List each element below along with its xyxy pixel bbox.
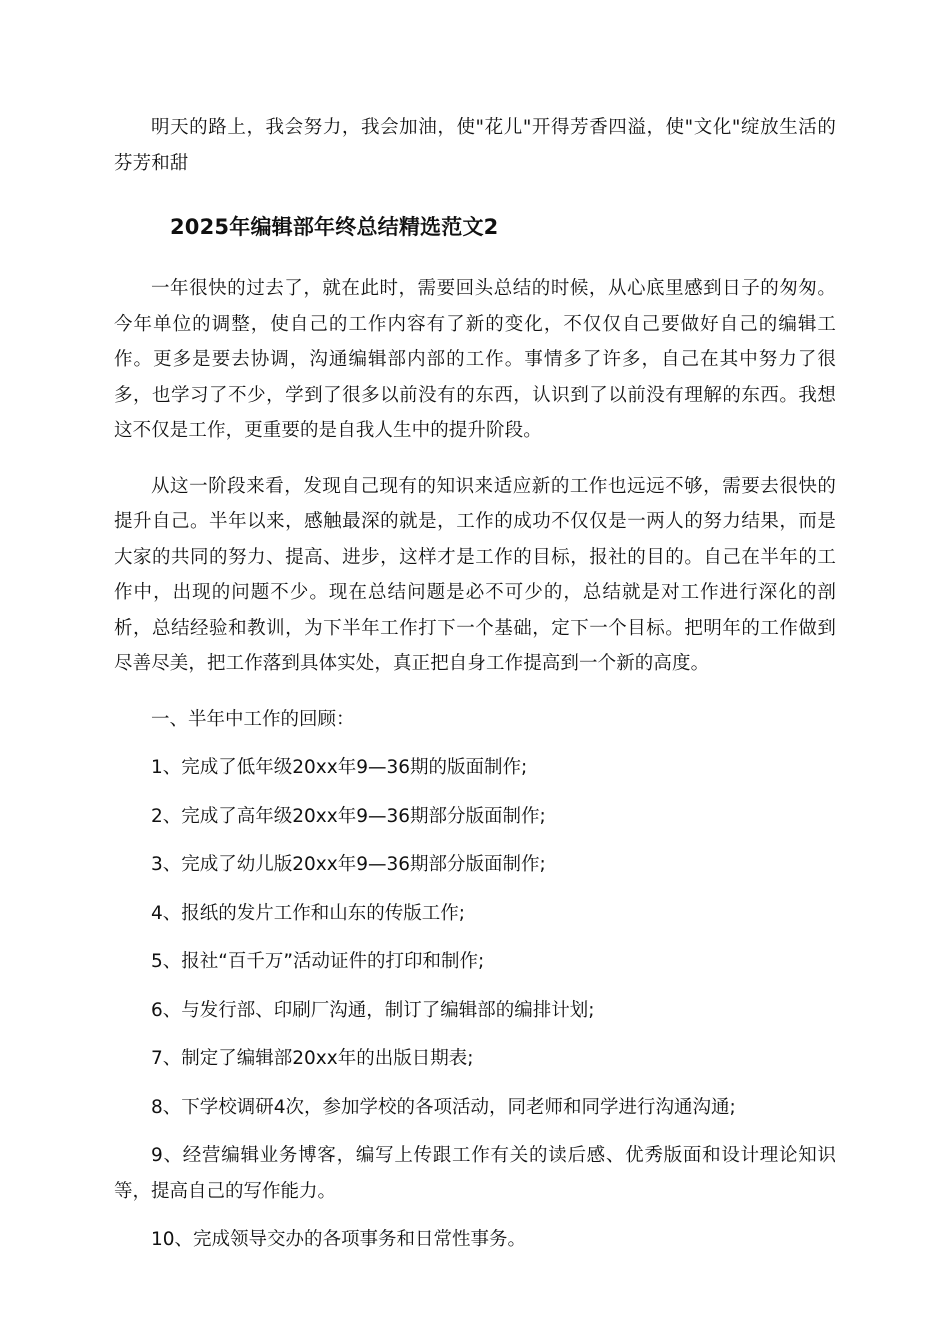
body-paragraph-2: 从这一阶段来看，发现自己现有的知识来适应新的工作也远远不够，需要去很快的提升自己。半年以来，感触最深的就是，工作的成功不仅仅是一两人的努力结果，而是大家的共同的努力、提高、进步，这样才是工作的目标，报社的目的。自己在半年的工作中，出现的问题不少。现在总结问题是必不可少的，总结就是对工作进行深化的剖析，总结经验和教训，为下半年工作打下一个基础，定下一个目标。把明年的工作做到尽善尽美，把工作落到具体实处，真正把自身工作提高到一个新的高度。 xyxy=(114,475,836,674)
list-item: 5、报社“百千万”活动证件的打印和制作; xyxy=(151,951,485,972)
list-item: 10、完成领导交办的各项事务和日常性事务。 xyxy=(151,1229,527,1250)
list-item: 4、报纸的发片工作和山东的传版工作; xyxy=(151,902,466,924)
list-item: 7、制定了编辑部20xx年的出版日期表; xyxy=(151,1048,474,1069)
list-item: 6、与发行部、印刷厂沟通，制订了编辑部的编排计划; xyxy=(151,999,595,1021)
section-title: 2025年编辑部年终总结精选范文2 xyxy=(170,215,499,239)
work-review-list xyxy=(114,702,836,1258)
list-heading: 一、半年中工作的回顾： xyxy=(151,708,355,730)
list-item: 8、下学校调研4次，参加学校的各项活动，同老师和同学进行沟通沟通; xyxy=(151,1096,736,1118)
intro-paragraph: 明天的路上，我会努力，我会加油，使"花儿"开得芳香四溢，使"文化"绽放生活的芬芳和甜 xyxy=(114,117,836,174)
body-paragraph-1: 一年很快的过去了，就在此时，需要回头总结的时候，从心底里感到日子的匆匆。今年单位的调整，使自己的工作内容有了新的变化，不仅仅自己要做好自己的编辑工作。更多是要去协调，沟通编辑部内部的工作。事情多了许多，自己在其中努力了很多，也学习了不少，学到了很多以前没有的东西，认识到了以前没有理解的东西。我想这不仅是工作，更重要的是自我人生中的提升阶段。 xyxy=(114,278,836,441)
list-item: 2、完成了高年级20xx年9—36期部分版面制作; xyxy=(151,805,546,827)
list-item: 3、完成了幼儿版20xx年9—36期部分版面制作; xyxy=(151,854,546,875)
list-item: 9、经营编辑业务博客，编写上传跟工作有关的读后感、优秀版面和设计理论知识等，提高自己的写作能力。 xyxy=(114,1145,836,1202)
list-item: 1、完成了低年级20xx年9—36期的版面制作; xyxy=(151,757,528,778)
